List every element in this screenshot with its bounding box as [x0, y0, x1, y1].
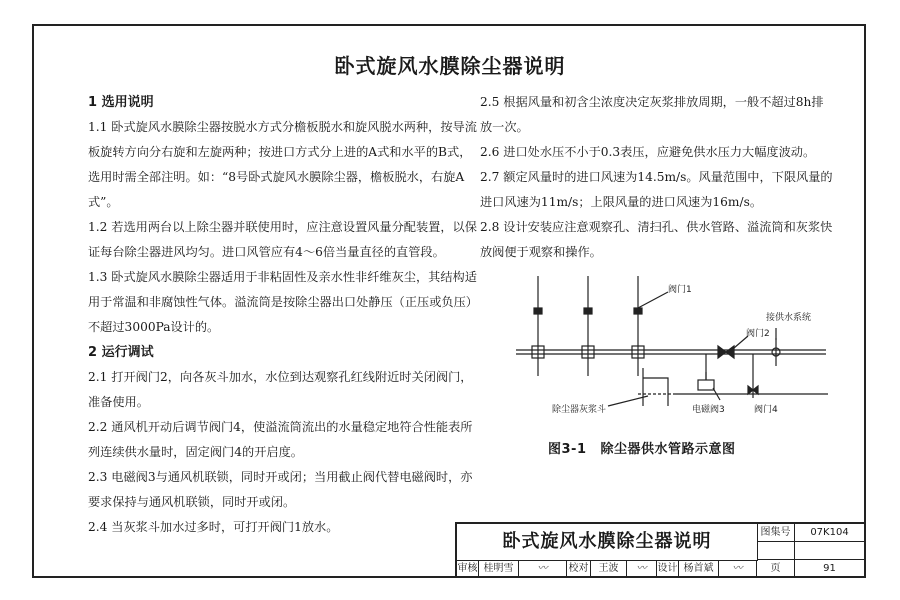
- paragraph-2-5: 2.5 根据风量和初含尘浓度决定灰浆排放周期，一般不超过8h排放一次。: [480, 95, 824, 134]
- designer-signature: 〰: [719, 560, 757, 578]
- atlas-number: 07K104: [795, 524, 865, 542]
- atlas-spacer-2: [795, 542, 865, 560]
- paragraph-1-1: 1.1 卧式旋风水膜除尘器按脱水方式分檐板脱水和旋风脱水两种，按导流板旋转方向分右旋和左旋两种；按进口方式分上进的A式和水平的B式，选用时需全部注明。如：“8号卧式旋风水膜除尘器，檐板脱水，右旋A式”。: [88, 120, 477, 209]
- paragraph-2-6: 2.6 进口处水压不小于0.3表压，应避免供水压力大幅度波动。: [480, 145, 816, 159]
- water-supply-piping-diagram: [508, 268, 838, 423]
- hopper-outline: [643, 368, 668, 406]
- reviewer-signature: 〰: [519, 560, 567, 578]
- reviewer-name: 桂明雪: [479, 560, 519, 578]
- paragraph-2-7: 2.7 额定风量时的进口风速为14.5m/s。风量范围中，下限风量的进口风速为11m/s；上限风量的进口风速为16m/s。: [480, 170, 833, 209]
- label-valve-4: 阀门4: [754, 405, 778, 415]
- page-label: 页: [757, 560, 795, 578]
- label-hopper: 除尘器灰浆斗: [552, 405, 607, 415]
- page-number: 91: [795, 560, 865, 578]
- atlas-spacer: [757, 542, 795, 560]
- check-label: 校对: [567, 560, 591, 578]
- label-valve-2: 阀门2: [746, 329, 770, 339]
- valve-2-symbol: [718, 346, 734, 358]
- review-label: 审核: [457, 560, 479, 578]
- paragraph-2-3: 2.3 电磁阀3与通风机联锁，同时开或闭；当用截止阀代替电磁阀时，亦要求保持与通风机联锁，同时开或闭。: [88, 470, 473, 509]
- title-block: [455, 522, 865, 578]
- page-title: 卧式旋风水膜除尘器说明: [334, 54, 566, 78]
- label-valve-1: 阀门1: [668, 285, 692, 295]
- paragraph-2-4: 2.4 当灰浆斗加水过多时，可打开阀门1放水。: [88, 520, 339, 534]
- label-valve-3: 电磁阀3: [692, 405, 725, 415]
- label-supply-system: 接供水系统: [766, 313, 812, 323]
- designer-name: 杨首斌: [679, 560, 719, 578]
- paragraph-2-8: 2.8 设计安装应注意观察孔、清扫孔、供水管路、溢流筒和灰浆快放阀便于观察和操作。: [480, 220, 833, 259]
- checker-signature: 〰: [627, 560, 657, 578]
- paragraph-1-2: 1.2 若选用两台以上除尘器并联使用时，应注意设置风量分配装置，以保证每台除尘器进风均匀。进口风管应有4～6倍当量直径的直管段。: [88, 220, 477, 259]
- paragraph-2-2: 2.2 通风机开动后调节阀门4，使溢流筒流出的水量稳定地符合性能表所列连续供水量时，固定阀门4的开启度。: [88, 420, 473, 459]
- figure-title: 除尘器供水管路示意图: [600, 442, 736, 457]
- left-column: [88, 90, 483, 540]
- checker-name: 王波: [591, 560, 627, 578]
- figure-caption: [548, 438, 750, 457]
- right-column: [480, 90, 835, 265]
- title-block-title: 卧式旋风水膜除尘器说明: [457, 524, 758, 561]
- paragraph-1-3: 1.3 卧式旋风水膜除尘器适用于非粘固性及亲水性非纤维灰尘，其结构适用于常温和非腐蚀性气体。溢流筒是按除尘器出口处静压（正压或负压）不超过3000Pa设计的。: [88, 270, 478, 334]
- atlas-label: 图集号: [757, 524, 795, 542]
- section-1-heading: 1 选用说明: [88, 95, 154, 110]
- section-2-heading: 2 运行调试: [88, 345, 154, 360]
- design-label: 设计: [657, 560, 679, 578]
- paragraph-2-1: 2.1 打开阀门2，向各灰斗加水，水位到达观察孔红线附近时关闭阀门，准备使用。: [88, 370, 473, 409]
- figure-number: 图3-1: [548, 442, 587, 457]
